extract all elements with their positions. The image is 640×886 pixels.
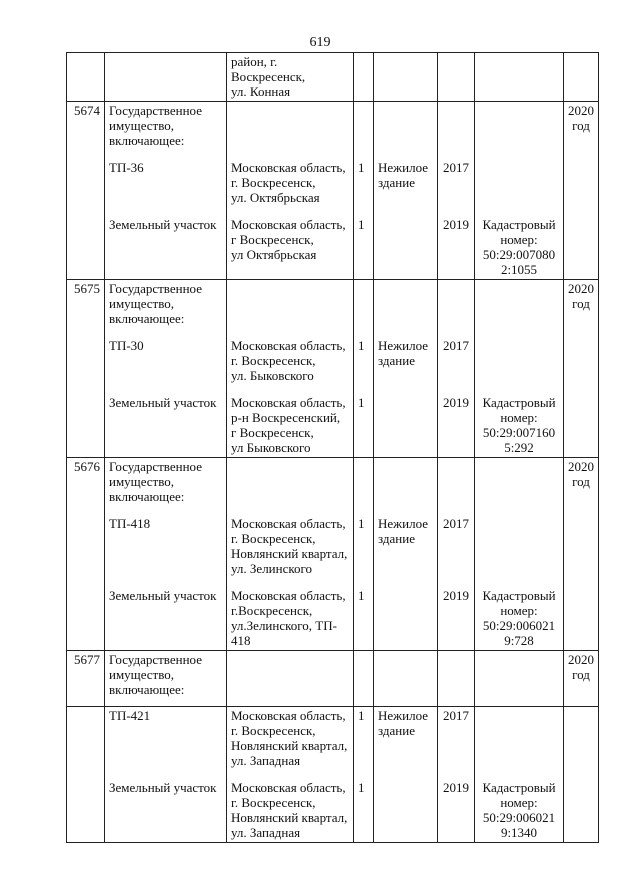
- record-row: [67, 102, 599, 280]
- record-year: 2017 2019: [438, 102, 475, 280]
- record-description: Государственное имущество, включающее:: [105, 651, 227, 707]
- cell-name: [105, 53, 227, 102]
- record-qty: [354, 651, 374, 707]
- record-year: 2017 2019: [438, 280, 475, 458]
- record-kind: Нежилое здание: [374, 280, 438, 458]
- record-number: 5676: [67, 458, 105, 651]
- cell-cadastral: [475, 53, 564, 102]
- record-year-mark: 2020 год: [564, 102, 599, 280]
- record-year: 2017 2019: [438, 707, 475, 843]
- continuation-row: [67, 53, 599, 102]
- record-row: [67, 458, 599, 651]
- record-address: Московская область, г. Воскресенск, Новлянский квартал, ул. Зелинского Московская область, г.Воскресенск, ул.Зелинского, ТП- 418: [227, 458, 354, 651]
- record-row: [67, 280, 599, 458]
- item-name: ТП-36: [109, 160, 144, 175]
- record-year: 2017 2019: [438, 458, 475, 651]
- record-address: Московская область, г. Воскресенск, ул. Быковского Московская область, р-н Воскресенский, г Воскресенск, ул Быковского: [227, 280, 354, 458]
- record-cadastral: [475, 651, 564, 707]
- record-kind: Нежилое здание: [374, 707, 438, 843]
- page-number: 619: [309, 35, 331, 50]
- cell-address: район, г. Воскресенск, ул. Конная: [227, 53, 354, 102]
- record-description: Государственное имущество, включающее: ТП-36 Земельный участок: [105, 102, 227, 280]
- record-cadastral: Кадастровый номер: 50:29:006021 9:728: [475, 458, 564, 651]
- record-cadastral: Кадастровый номер: 50:29:007160 5:292: [475, 280, 564, 458]
- record-year-mark: 2020 год: [564, 458, 599, 651]
- item-name: Земельный участок: [109, 395, 217, 410]
- item-name: ТП-421: [109, 708, 151, 723]
- item-name: ТП-30: [109, 338, 144, 353]
- record-address: Московская область, г. Воскресенск, Новлянский квартал, ул. Западная Московская область, г. Воскресенск, Новлянский квартал, ул. Западная: [227, 707, 354, 843]
- item-name: ТП-418: [109, 516, 151, 531]
- cell-year-mark: [564, 53, 599, 102]
- item-name: Земельный участок: [109, 588, 217, 603]
- record-year-mark: 2020 год: [564, 651, 599, 707]
- record-qty: 1 1: [354, 458, 374, 651]
- record-kind: Нежилое здание: [374, 102, 438, 280]
- record-description: [105, 707, 227, 843]
- record-row: [67, 651, 599, 707]
- record-year: [438, 651, 475, 707]
- cell-qty: [354, 53, 374, 102]
- record-number: [67, 707, 105, 843]
- record-number: 5674: [67, 102, 105, 280]
- record-year-mark: [564, 707, 599, 843]
- record-qty: 1 1: [354, 102, 374, 280]
- property-registry-table: [66, 52, 599, 843]
- record-cadastral: Кадастровый номер: 50:29:006021 9:1340: [475, 707, 564, 843]
- record-year-mark: 2020 год: [564, 280, 599, 458]
- record-items-row: [67, 707, 599, 843]
- record-qty: 1 1: [354, 707, 374, 843]
- record-kind: Нежилое здание: [374, 458, 438, 651]
- record-address: [227, 651, 354, 707]
- record-kind: [374, 651, 438, 707]
- item-name: Земельный участок: [109, 217, 217, 232]
- record-qty: 1 1: [354, 280, 374, 458]
- item-name: Земельный участок: [109, 780, 217, 795]
- record-cadastral: Кадастровый номер: 50:29:007080 2:1055: [475, 102, 564, 280]
- record-number: 5677: [67, 651, 105, 707]
- record-description: Государственное имущество, включающее: ТП-30 Земельный участок: [105, 280, 227, 458]
- cell-kind: [374, 53, 438, 102]
- record-number: 5675: [67, 280, 105, 458]
- cell-year: [438, 53, 475, 102]
- record-description: Государственное имущество, включающее: ТП-418 Земельный участок: [105, 458, 227, 651]
- cell-num: [67, 53, 105, 102]
- record-address: Московская область, г. Воскресенск, ул. Октябрьская Московская область, г Воскресенск, ул Октябрьская: [227, 102, 354, 280]
